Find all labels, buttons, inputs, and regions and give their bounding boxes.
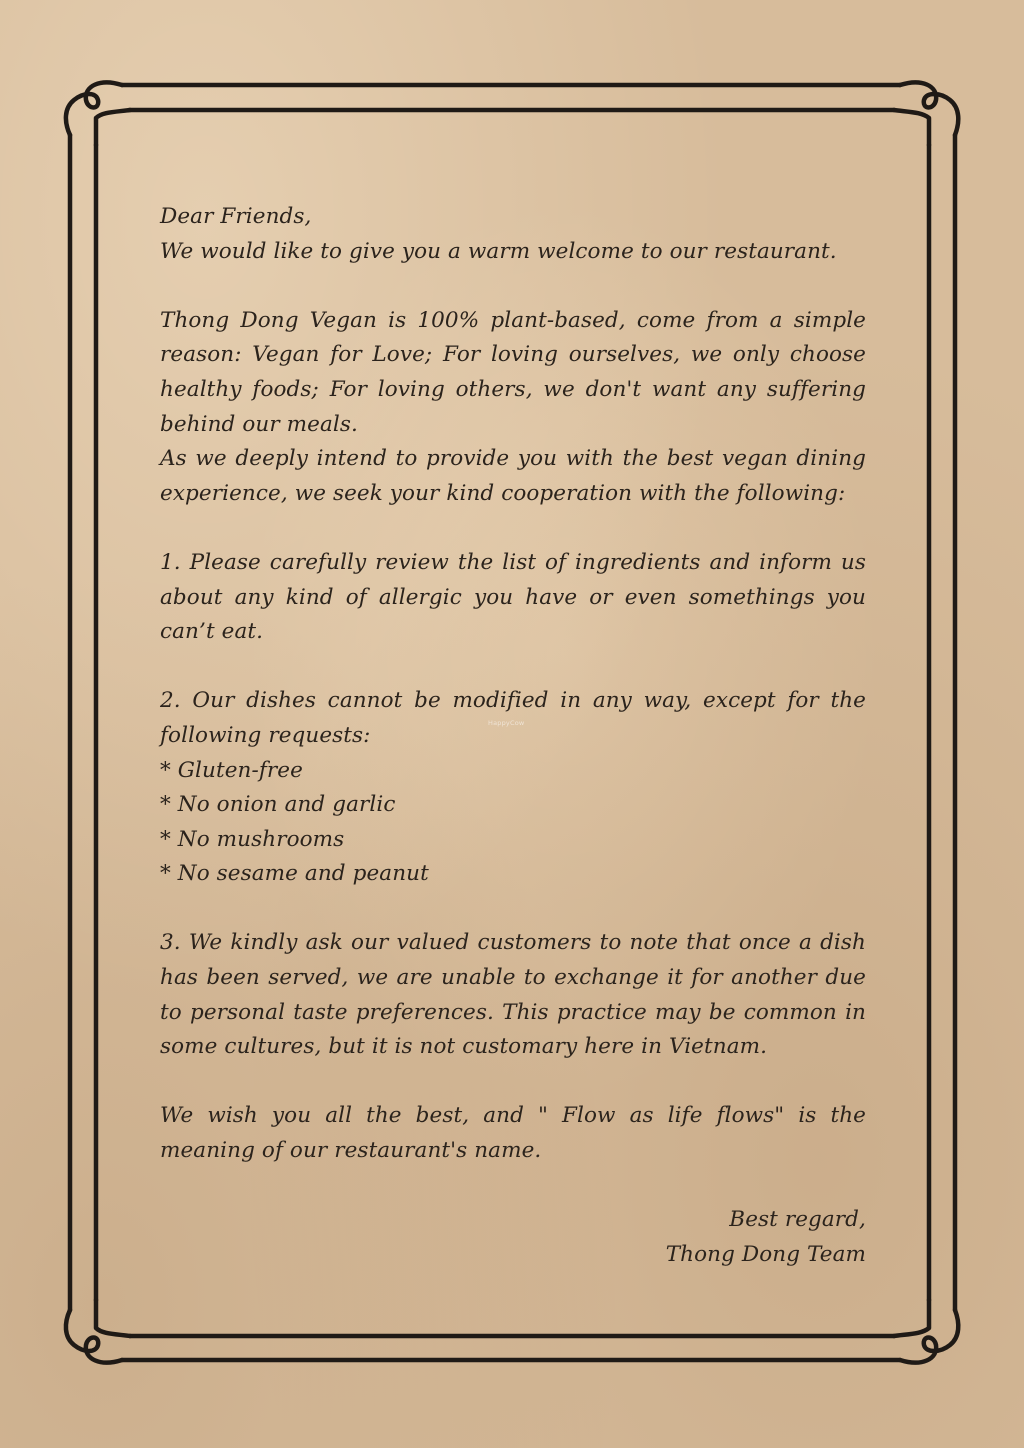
- rule-1: 1. Please carefully review the list of ingredients and inform us about any kind of allergic you have or even somethings you can’t eat.: [160, 549, 866, 645]
- letter-body: [160, 200, 866, 1272]
- request-item: * No onion and garlic: [160, 792, 396, 818]
- rule-2: 2. Our dishes cannot be modified in any way, except for the following requests:: [160, 688, 866, 748]
- modification-requests-list: [160, 754, 866, 892]
- watermark: HappyCow: [488, 719, 525, 727]
- signoff: Best regard,: [729, 1207, 866, 1233]
- request-item: * No mushrooms: [160, 826, 345, 852]
- request-item: * No sesame and peanut: [160, 861, 429, 887]
- cooperation-paragraph: As we deeply intend to provide you with the best vegan dining experience, we seek your kind cooperation with the following:: [160, 446, 866, 506]
- request-item: * Gluten-free: [160, 757, 303, 783]
- welcome-line: We would like to give you a warm welcome to our restaurant.: [160, 238, 837, 264]
- closing-paragraph: We wish you all the best, and " Flow as life flows" is the meaning of our restaurant's name.: [160, 1103, 866, 1164]
- signature: Thong Dong Team: [665, 1241, 866, 1267]
- greeting: Dear Friends,: [160, 204, 312, 229]
- rule-3: 3. We kindly ask our valued customers to note that once a dish has been served, we are unable to exchange it for another due to personal taste preferences. This practice may be common in some cultures, but it is not customary here in Vietnam.: [160, 930, 866, 1060]
- intro-paragraph: Thong Dong Vegan is 100% plant-based, come from a simple reason: Vegan for Love; For loving ourselves, we only choose healthy foods; For loving others, we don't want any suffering behind our meals.: [160, 307, 866, 437]
